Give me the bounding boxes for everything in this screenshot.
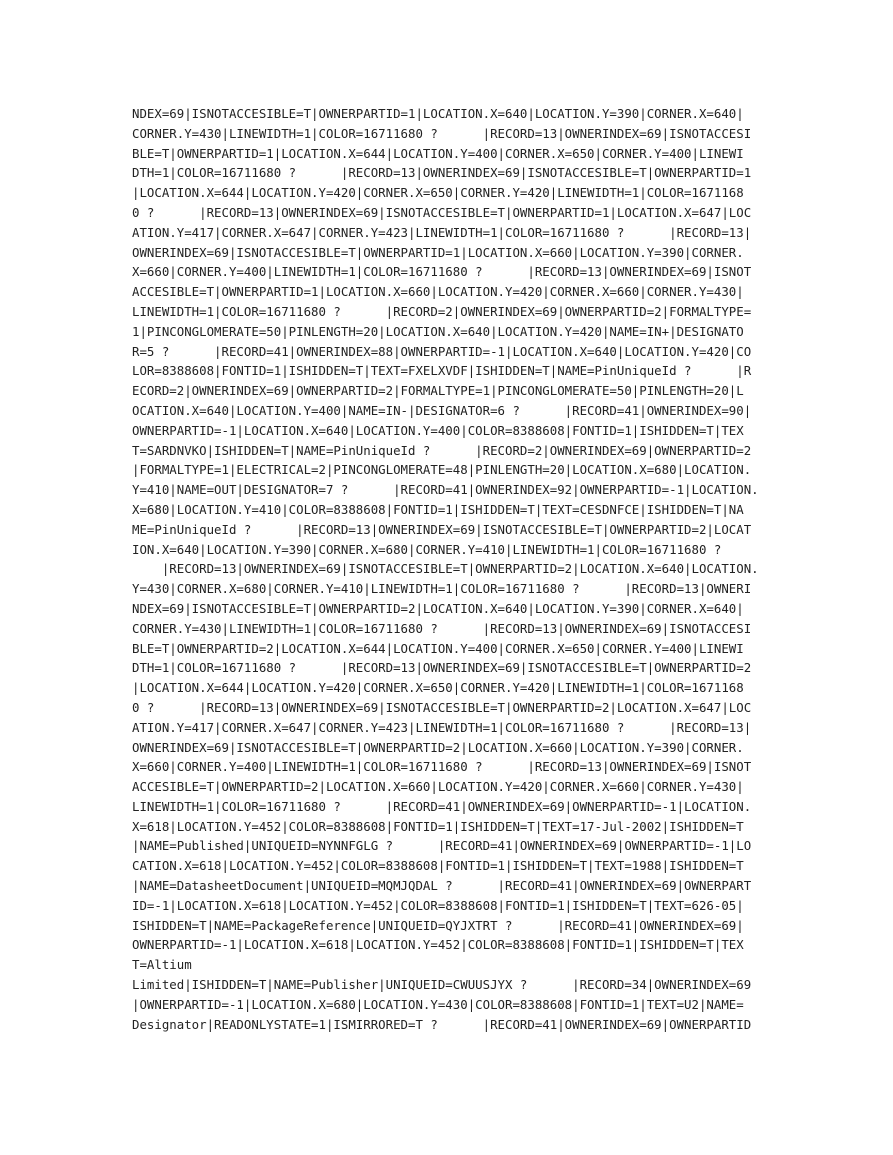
text-line: ME=PinUniqueId ? |RECORD=13|OWNERINDEX=69|ISNOTACCESIBLE=T|OWNERPARTID=2|LOCAT	[132, 521, 752, 537]
text-line: OWNERINDEX=69|ISNOTACCESIBLE=T|OWNERPARTID=2|LOCATION.X=660|LOCATION.Y=390|CORNER.	[132, 739, 744, 755]
text-line: OWNERPARTID=-1|LOCATION.X=640|LOCATION.Y=400|COLOR=8388608|FONTID=1|ISHIDDEN=T|TEX	[132, 422, 744, 438]
text-line: OWNERPARTID=-1|LOCATION.X=618|LOCATION.Y=452|COLOR=8388608|FONTID=1|ISHIDDEN=T|TEX	[132, 937, 744, 953]
text-line: ISHIDDEN=T|NAME=PackageReference|UNIQUEID=QYJXTRT ? |RECORD=41|OWNERINDEX=69|	[132, 917, 744, 933]
text-line: X=660|CORNER.Y=400|LINEWIDTH=1|COLOR=16711680 ? |RECORD=13|OWNERINDEX=69|ISNOT	[132, 264, 752, 280]
text-line: CATION.X=618|LOCATION.Y=452|COLOR=8388608|FONTID=1|ISHIDDEN=T|TEXT=1988|ISHIDDEN=T	[132, 858, 744, 874]
text-line: |LOCATION.X=644|LOCATION.Y=420|CORNER.X=650|CORNER.Y=420|LINEWIDTH=1|COLOR=1671168	[132, 185, 744, 201]
text-line: |LOCATION.X=644|LOCATION.Y=420|CORNER.X=650|CORNER.Y=420|LINEWIDTH=1|COLOR=1671168	[132, 680, 744, 696]
text-line: X=660|CORNER.Y=400|LINEWIDTH=1|COLOR=16711680 ? |RECORD=13|OWNERINDEX=69|ISNOT	[132, 759, 752, 775]
text-line: T=Altium	[132, 957, 192, 973]
text-line: OCATION.X=640|LOCATION.Y=400|NAME=IN-|DESIGNATOR=6 ? |RECORD=41|OWNERINDEX=90|	[132, 402, 752, 418]
text-line: 1|PINCONGLOMERATE=50|PINLENGTH=20|LOCATION.X=640|LOCATION.Y=420|NAME=IN+|DESIGNATO	[132, 323, 744, 339]
text-line: R=5 ? |RECORD=41|OWNERINDEX=88|OWNERPARTID=-1|LOCATION.X=640|LOCATION.Y=420|CO	[132, 343, 752, 359]
text-line: Y=430|CORNER.X=680|CORNER.Y=410|LINEWIDTH=1|COLOR=16711680 ? |RECORD=13|OWNERI	[132, 581, 752, 597]
text-line: ACCESIBLE=T|OWNERPARTID=2|LOCATION.X=660|LOCATION.Y=420|CORNER.X=660|CORNER.Y=430|	[132, 779, 744, 795]
text-line: DTH=1|COLOR=16711680 ? |RECORD=13|OWNERINDEX=69|ISNOTACCESIBLE=T|OWNERPARTID=1	[132, 165, 752, 181]
text-line: Designator|READONLYSTATE=1|ISMIRRORED=T ? |RECORD=41|OWNERINDEX=69|OWNERPARTID	[132, 1016, 752, 1032]
text-line: NDEX=69|ISNOTACCESIBLE=T|OWNERPARTID=1|LOCATION.X=640|LOCATION.Y=390|CORNER.X=640|	[132, 106, 744, 121]
text-line: X=680|LOCATION.Y=410|COLOR=8388608|FONTID=1|ISHIDDEN=T|TEXT=CESDNFCE|ISHIDDEN=T|NA	[132, 501, 744, 517]
text-line: ATION.Y=417|CORNER.X=647|CORNER.Y=423|LINEWIDTH=1|COLOR=16711680 ? |RECORD=13|	[132, 719, 752, 735]
text-line: 0 ? |RECORD=13|OWNERINDEX=69|ISNOTACCESIBLE=T|OWNERPARTID=2|LOCATION.X=647|LOC	[132, 699, 752, 715]
text-line: |FORMALTYPE=1|ELECTRICAL=2|PINCONGLOMERATE=48|PINLENGTH=20|LOCATION.X=680|LOCATION.	[132, 462, 752, 478]
text-line: |NAME=DatasheetDocument|UNIQUEID=MQMJQDAL ? |RECORD=41|OWNERINDEX=69|OWNERPART	[132, 878, 752, 894]
text-line: |NAME=Published|UNIQUEID=NYNNFGLG ? |RECORD=41|OWNERINDEX=69|OWNERPARTID=-1|LO	[132, 838, 752, 854]
text-line: ID=-1|LOCATION.X=618|LOCATION.Y=452|COLOR=8388608|FONTID=1|ISHIDDEN=T|TEXT=626-05|	[132, 897, 744, 913]
text-line: LINEWIDTH=1|COLOR=16711680 ? |RECORD=2|OWNERINDEX=69|OWNERPARTID=2|FORMALTYPE=	[132, 303, 752, 319]
text-line: X=618|LOCATION.Y=452|COLOR=8388608|FONTID=1|ISHIDDEN=T|TEXT=17-Jul-2002|ISHIDDEN=T	[132, 818, 744, 834]
text-line: Y=410|NAME=OUT|DESIGNATOR=7 ? |RECORD=41|OWNERINDEX=92|OWNERPARTID=-1|LOCATION.	[132, 482, 759, 498]
record-text-block	[132, 104, 768, 1034]
text-line: DTH=1|COLOR=16711680 ? |RECORD=13|OWNERINDEX=69|ISNOTACCESIBLE=T|OWNERPARTID=2	[132, 660, 752, 676]
text-line: |OWNERPARTID=-1|LOCATION.X=680|LOCATION.Y=430|COLOR=8388608|FONTID=1|TEXT=U2|NAME=	[132, 996, 744, 1012]
text-line: LOR=8388608|FONTID=1|ISHIDDEN=T|TEXT=FXELXVDF|ISHIDDEN=T|NAME=PinUniqueId ? |R	[132, 363, 752, 379]
text-line: ACCESIBLE=T|OWNERPARTID=1|LOCATION.X=660|LOCATION.Y=420|CORNER.X=660|CORNER.Y=430|	[132, 284, 744, 300]
text-line: 0 ? |RECORD=13|OWNERINDEX=69|ISNOTACCESIBLE=T|OWNERPARTID=1|LOCATION.X=647|LOC	[132, 204, 752, 220]
text-line: CORNER.Y=430|LINEWIDTH=1|COLOR=16711680 ? |RECORD=13|OWNERINDEX=69|ISNOTACCESI	[132, 620, 752, 636]
text-line: OWNERINDEX=69|ISNOTACCESIBLE=T|OWNERPARTID=1|LOCATION.X=660|LOCATION.Y=390|CORNER.	[132, 244, 744, 260]
text-line: CORNER.Y=430|LINEWIDTH=1|COLOR=16711680 ? |RECORD=13|OWNERINDEX=69|ISNOTACCESI	[132, 125, 752, 141]
text-line: |RECORD=13|OWNERINDEX=69|ISNOTACCESIBLE=T|OWNERPARTID=2|LOCATION.X=640|LOCATION.	[132, 561, 759, 577]
text-line: BLE=T|OWNERPARTID=1|LOCATION.X=644|LOCATION.Y=400|CORNER.X=650|CORNER.Y=400|LINEWI	[132, 145, 744, 161]
text-line: T=SARDNVKO|ISHIDDEN=T|NAME=PinUniqueId ? |RECORD=2|OWNERINDEX=69|OWNERPARTID=2	[132, 442, 752, 458]
text-line: ATION.Y=417|CORNER.X=647|CORNER.Y=423|LINEWIDTH=1|COLOR=16711680 ? |RECORD=13|	[132, 224, 752, 240]
text-line: BLE=T|OWNERPARTID=2|LOCATION.X=644|LOCATION.Y=400|CORNER.X=650|CORNER.Y=400|LINEWI	[132, 640, 744, 656]
text-line: ECORD=2|OWNERINDEX=69|OWNERPARTID=2|FORMALTYPE=1|PINCONGLOMERATE=50|PINLENGTH=20|L	[132, 383, 744, 399]
text-line: Limited|ISHIDDEN=T|NAME=Publisher|UNIQUEID=CWUUSJYX ? |RECORD=34|OWNERINDEX=69	[132, 977, 752, 993]
text-line: ION.X=640|LOCATION.Y=390|CORNER.X=680|CORNER.Y=410|LINEWIDTH=1|COLOR=16711680 ?	[132, 541, 722, 557]
text-line: LINEWIDTH=1|COLOR=16711680 ? |RECORD=41|OWNERINDEX=69|OWNERPARTID=-1|LOCATION.	[132, 798, 752, 814]
text-line: NDEX=69|ISNOTACCESIBLE=T|OWNERPARTID=2|LOCATION.X=640|LOCATION.Y=390|CORNER.X=640|	[132, 600, 744, 616]
